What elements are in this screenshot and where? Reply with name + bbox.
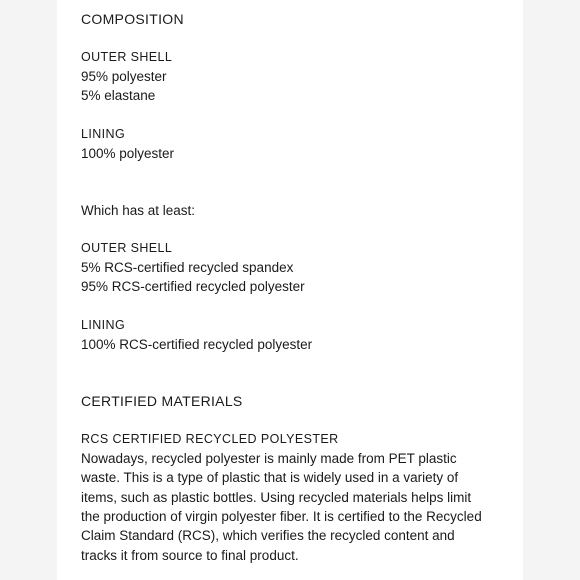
- paragraph-line: tracks it from source to final product.: [81, 547, 299, 563]
- recycled-lining-item: 100% RCS-certified recycled polyester: [81, 336, 313, 352]
- certified-materials-heading: CERTIFIED MATERIALS: [81, 393, 243, 410]
- outer-shell-item: 5% elastane: [81, 88, 156, 104]
- paragraph-line: Claim Standard (RCS), which verifies the recycled content and: [81, 528, 455, 544]
- composition-content: [81, 10, 511, 565]
- recycled-outer-shell-label: OUTER SHELL: [81, 241, 173, 256]
- composition-heading: COMPOSITION: [81, 11, 184, 27]
- recycled-intro: Which has at least:: [81, 202, 196, 218]
- lining-label: LINING: [81, 126, 126, 141]
- outer-shell-label: OUTER SHELL: [81, 50, 173, 64]
- recycled-outer-shell-item: 95% RCS-certified recycled polyester: [81, 279, 305, 295]
- certified-paragraph: [81, 449, 506, 565]
- outer-shell-item: 95% polyester: [81, 69, 167, 84]
- paragraph-line: the production of virgin polyester fiber. It is certified to the Recycled: [81, 508, 482, 524]
- paragraph-line: waste. This is a type of plastic that is widely used in a variety of: [81, 470, 459, 486]
- lining-item: 100% polyester: [81, 145, 175, 161]
- recycled-lining-label: LINING: [81, 317, 126, 332]
- paragraph-line: items, such as plastic bottles. Using recycled materials helps limit: [81, 489, 472, 505]
- paragraph-line: Nowadays, recycled polyester is mainly made from PET plastic: [81, 451, 457, 467]
- recycled-outer-shell-item: 5% RCS-certified recycled spandex: [81, 260, 294, 276]
- certified-subtitle: RCS CERTIFIED RECYCLED POLYESTER: [81, 432, 339, 447]
- product-details-panel: [57, 0, 523, 580]
